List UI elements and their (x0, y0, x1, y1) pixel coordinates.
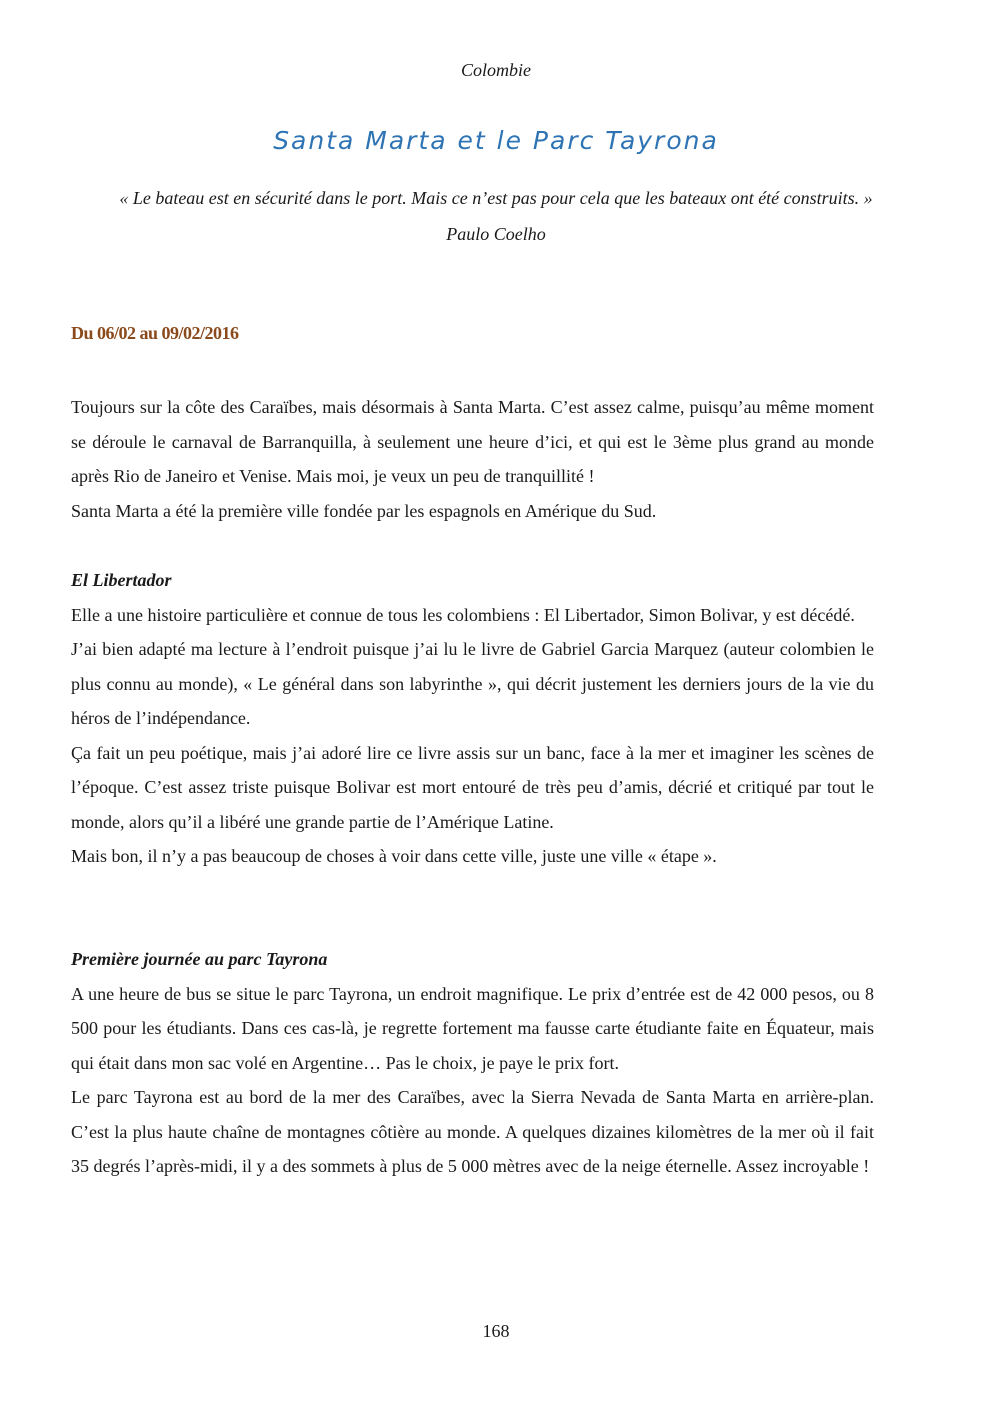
paragraph: Ça fait un peu poétique, mais j’ai adoré lire ce livre assis sur un banc, face à la mer et imaginer les scènes de l’époque. C’est assez triste puisque Bolivar est mort entouré de très peu d’amis, décrié et critiqué par tout le monde, alors qu’il a libéré une grande partie de l’Amérique Latine. (71, 742, 874, 832)
libertador-section (71, 563, 874, 874)
quote-text: « Le bateau est en sécurité dans le port. Mais ce n’est pas pour cela que les bateaux ont été construits. » (119, 188, 873, 208)
section-heading: El Libertador (71, 570, 172, 590)
intro-section (71, 390, 874, 528)
date-range: Du 06/02 au 09/02/2016 (71, 323, 239, 343)
paragraph: Le parc Tayrona est au bord de la mer des Caraïbes, avec la Sierra Nevada de Santa Marta en arrière-plan. C’est la plus haute chaîne de montagnes côtière au monde. A quelques dizaines kilomètres de la mer où il fait 35 degrés l’après-midi, il y a des sommets à plus de 5 000 mètres avec de la neige éternelle. Assez incroyable ! (71, 1087, 874, 1176)
paragraph: Mais bon, il n’y a pas beaucoup de choses à voir dans cette ville, juste une ville « étape ». (71, 846, 717, 866)
epigraph (80, 180, 912, 252)
tayrona-section (71, 942, 874, 1184)
page-number: 168 (482, 1321, 510, 1341)
paragraph: Elle a une histoire particulière et connue de tous les colombiens : El Libertador, Simon Bolivar, y est décédé. (71, 604, 855, 625)
paragraph: Santa Marta a été la première ville fondée par les espagnols en Amérique du Sud. (71, 500, 657, 521)
page-title: Santa Marta et le Parc Tayrona (273, 126, 719, 155)
paragraph: J’ai bien adapté ma lecture à l’endroit puisque j’ai lu le livre de Gabriel Garcia Marquez (auteur colombien le plus connu au monde), « Le général dans son labyrinthe », qui décrit justement les derniers jours de la vie du héros de l’indépendance. (71, 639, 874, 728)
quote-author: Paulo Coelho (446, 224, 546, 244)
paragraph: A une heure de bus se situe le parc Tayrona, un endroit magnifique. Le prix d’entrée est de 42 000 pesos, ou 8 500 pour les étudiants. Dans ces cas-là, je regrette fortement ma fausse carte étudiante faite en Équateur, mais qui était dans mon sac volé en Argentine… Pas le choix, je paye le prix fort. (71, 983, 874, 1073)
chapter-header: Colombie (461, 60, 531, 80)
section-heading: Première journée au parc Tayrona (71, 949, 328, 969)
paragraph: Toujours sur la côte des Caraïbes, mais désormais à Santa Marta. C’est assez calme, puisqu’au même moment se déroule le carnaval de Barranquilla, à seulement une heure d’ici, et qui est le 3ème plus grand au monde après Rio de Janeiro et Venise. Mais moi, je veux un peu de tranquillité ! (71, 397, 874, 486)
